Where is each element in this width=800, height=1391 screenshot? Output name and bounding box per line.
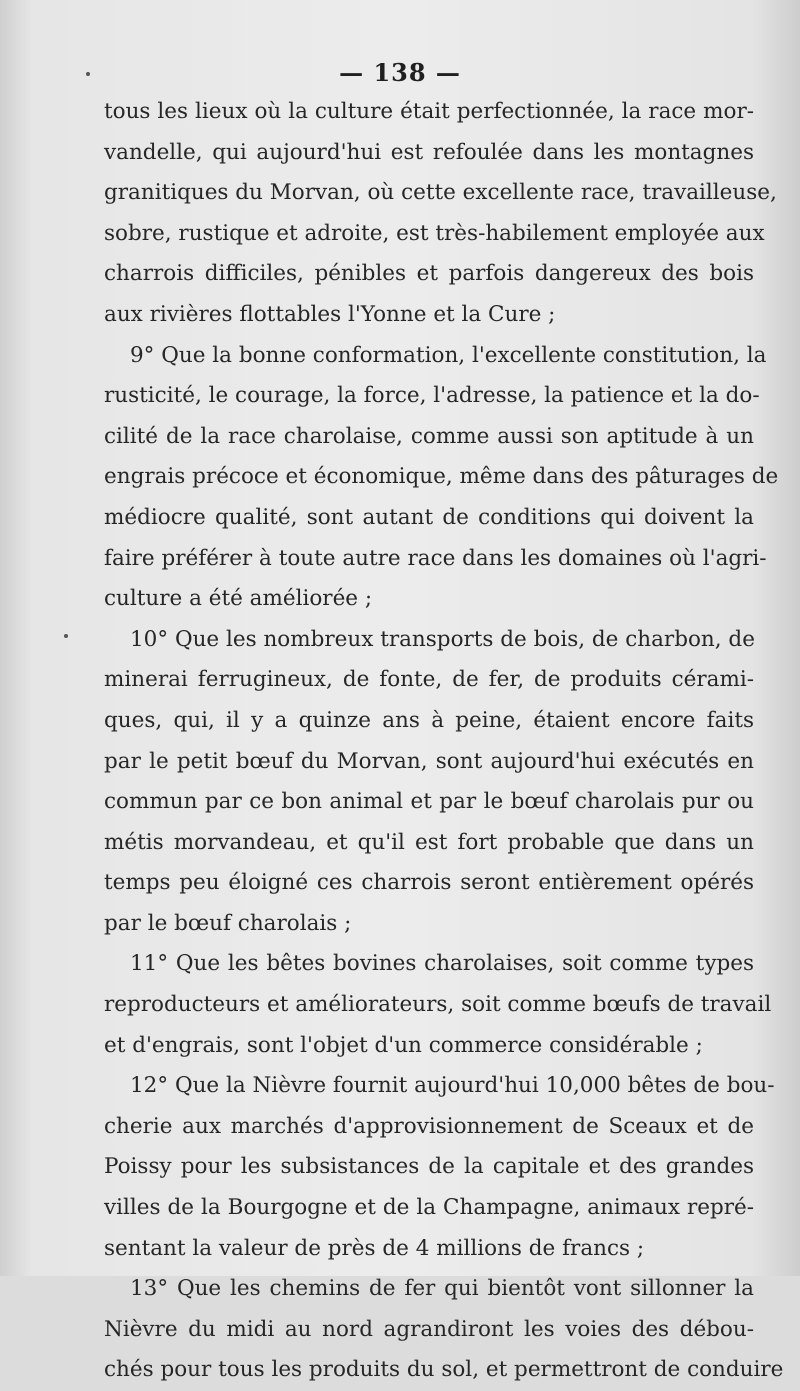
text-line: Nièvre du midi au nord agrandiront les voies des débou- (104, 1316, 754, 1342)
text-line: cherie aux marchés d'approvisionnement de Sceaux et de (104, 1113, 754, 1139)
text-line: 13° Que les chemins de fer qui bientôt vont sillonner la (130, 1276, 754, 1302)
body-text (104, 92, 784, 1391)
paragraph-11 (104, 944, 772, 1066)
paragraph-continuation (104, 92, 777, 336)
text-line: ques, qui, il y a quinze ans à peine, étaient encore faits (104, 707, 754, 733)
text-line: reproducteurs et améliorateurs, soit comme bœufs de travail (104, 992, 772, 1018)
text-line: Poissy pour les subsistances de la capitale et des grandes (104, 1154, 754, 1180)
text-line: médiocre qualité, sont autant de conditions qui doivent la (104, 504, 754, 530)
text-line: 12° Que la Nièvre fournit aujourd'hui 10,000 bêtes de bou- (130, 1073, 775, 1099)
text-line: sentant la valeur de près de 4 millions de francs ; (104, 1235, 645, 1261)
text-line: sobre, rustique et adroite, est très-habilement employée aux (104, 220, 765, 246)
text-line: villes de la Bourgogne et de la Champagne, animaux repré- (104, 1195, 754, 1221)
paragraph-10 (104, 620, 754, 945)
text-line: 9° Que la bonne conformation, l'excellente constitution, la (130, 342, 767, 368)
paragraph-13 (104, 1269, 784, 1391)
text-line: charrois difficiles, pénibles et parfois dangereux des bois (104, 261, 754, 287)
text-line: engrais précoce et économique, même dans des pâturages de (104, 464, 779, 490)
text-line: 11° Que les bêtes bovines charolaises, soit comme types (130, 951, 754, 977)
paragraph-9 (104, 336, 779, 620)
text-line: vandelle, qui aujourd'hui est refoulée dans les montagnes (104, 139, 754, 165)
text-line: temps peu éloigné ces charrois seront entièrement opérés (104, 870, 754, 896)
page-number: — 138 — (339, 58, 461, 87)
text-line: métis morvandeau, et qu'il est fort probable que dans un (104, 829, 754, 855)
text-line: rusticité, le courage, la force, l'adresse, la patience et la do- (104, 383, 760, 409)
paragraph-12 (104, 1066, 775, 1269)
text-line: culture a été améliorée ; (104, 586, 373, 612)
text-line: tous les lieux où la culture était perfectionnée, la race mor- (104, 99, 754, 124)
text-line: chés pour tous les produits du sol, et permettront de conduire (104, 1357, 784, 1383)
text-line: et d'engrais, sont l'objet d'un commerce considérable ; (104, 1032, 703, 1058)
text-line: 10° Que les nombreux transports de bois, de charbon, de (130, 626, 755, 652)
text-line: faire préférer à toute autre race dans les domaines où l'agri- (104, 545, 767, 571)
margin-speck (86, 72, 90, 76)
text-line: par le bœuf charolais ; (104, 910, 352, 936)
text-line: aux rivières flottables l'Yonne et la Cure ; (104, 301, 556, 327)
text-line: cilité de la race charolaise, comme aussi son aptitude à un (104, 423, 754, 449)
text-line: par le petit bœuf du Morvan, sont aujourd'hui exécutés en (104, 748, 754, 774)
text-line: commun par ce bon animal et par le bœuf charolais pur ou (104, 789, 754, 815)
margin-speck (64, 634, 68, 638)
text-line: granitiques du Morvan, où cette excellente race, travailleuse, (104, 180, 777, 206)
text-line: minerai ferrugineux, de fonte, de fer, de produits cérami- (104, 667, 754, 693)
